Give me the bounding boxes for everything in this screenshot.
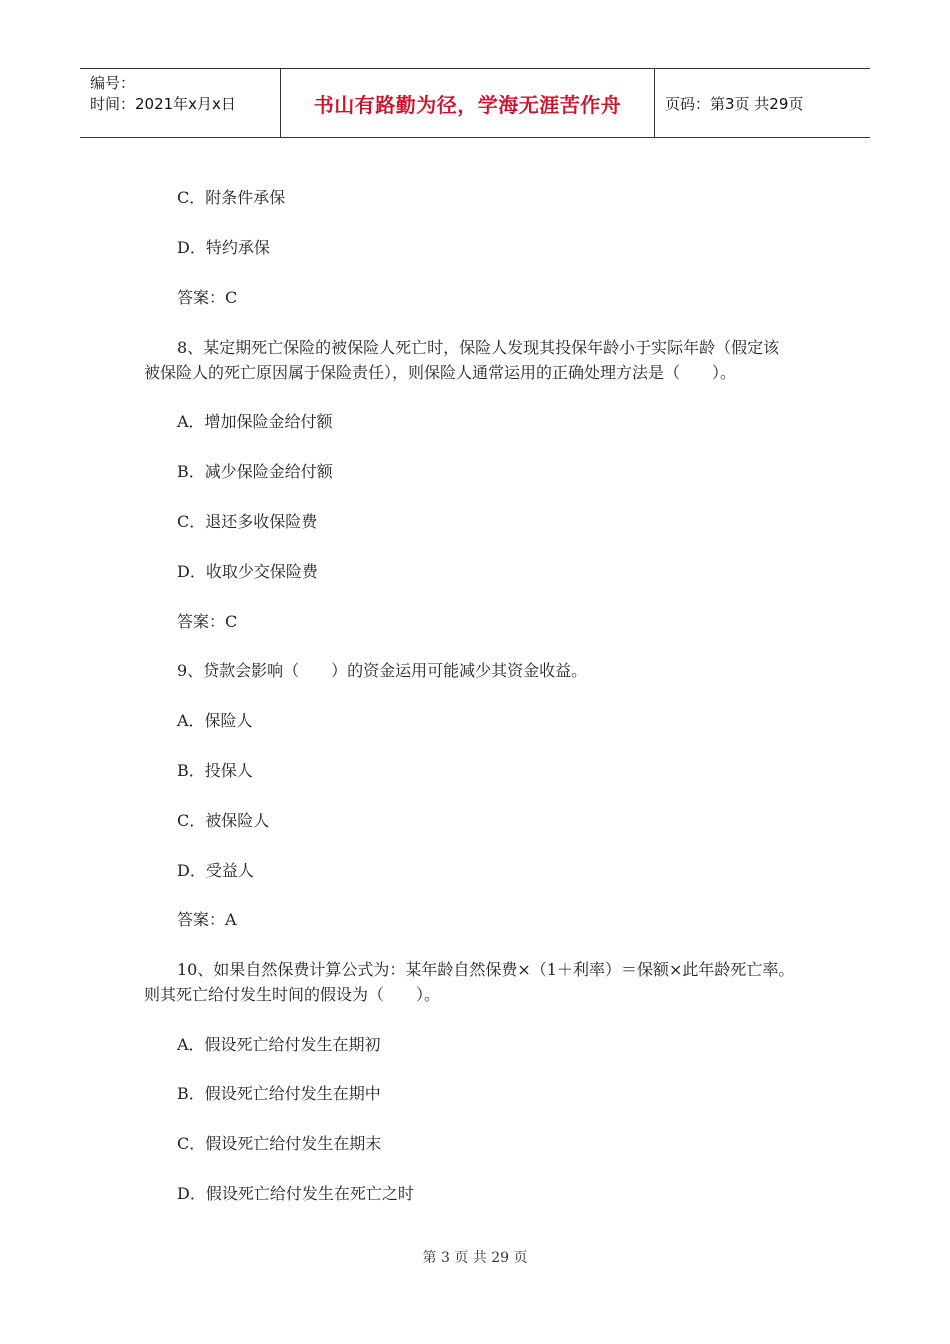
- question-8-line-2: 被保险人的死亡原因属于保险责任），则保险人通常运用的正确处理方法是（ ）。: [144, 363, 737, 382]
- option-b-q10: B．假设死亡给付发生在期中: [177, 1084, 381, 1103]
- option-b-q9: B．投保人: [177, 761, 253, 780]
- header-page-info: 页码：第3页 共29页: [665, 94, 804, 113]
- option-d-q10: D．假设死亡给付发生在死亡之时: [177, 1184, 414, 1203]
- question-9: 9、贷款会影响（ ）的资金运用可能减少其资金收益。: [177, 661, 588, 680]
- question-10-line-1: 10、如果自然保费计算公式为：某年龄自然保费×（1＋利率）＝保额×此年龄死亡率。: [177, 960, 795, 979]
- answer-q7: 答案：C: [177, 288, 238, 307]
- option-a-q10: A．假设死亡给付发生在期初: [177, 1035, 381, 1054]
- motto-text: 书山有路勤为径，学海无涯苦作舟: [313, 92, 622, 117]
- option-d-q7: D．特约承保: [177, 238, 270, 257]
- page-footer: 第 3 页 共 29 页: [422, 1250, 528, 1266]
- option-c-q7: C．附条件承保: [177, 188, 286, 207]
- option-d-q8: D．收取少交保险费: [177, 562, 318, 581]
- option-a-q8: A．增加保险金给付额: [177, 412, 333, 431]
- option-d-q9: D．受益人: [177, 861, 254, 880]
- answer-q9: 答案：A: [177, 910, 237, 929]
- time-label: 时间：2021年x月x日: [90, 95, 236, 113]
- option-c-q10: C．假设死亡给付发生在期末: [177, 1134, 382, 1153]
- option-c-q9: C．被保险人: [177, 811, 270, 830]
- header-meta: [80, 69, 281, 137]
- option-c-q8: C．退还多收保险费: [177, 512, 318, 531]
- page-header: [80, 68, 870, 138]
- question-8-line-1: 8、某定期死亡保险的被保险人死亡时，保险人发现其投保年龄小于实际年龄（假定该: [177, 338, 780, 357]
- answer-q8: 答案：C: [177, 612, 238, 631]
- header-motto-cell: [281, 69, 655, 137]
- option-b-q8: B．减少保险金给付额: [177, 462, 333, 481]
- option-a-q9: A．保险人: [177, 711, 253, 730]
- number-label: 编号：: [90, 74, 136, 92]
- question-10-line-2: 则其死亡给付发生时间的假设为（ ）。: [144, 985, 441, 1004]
